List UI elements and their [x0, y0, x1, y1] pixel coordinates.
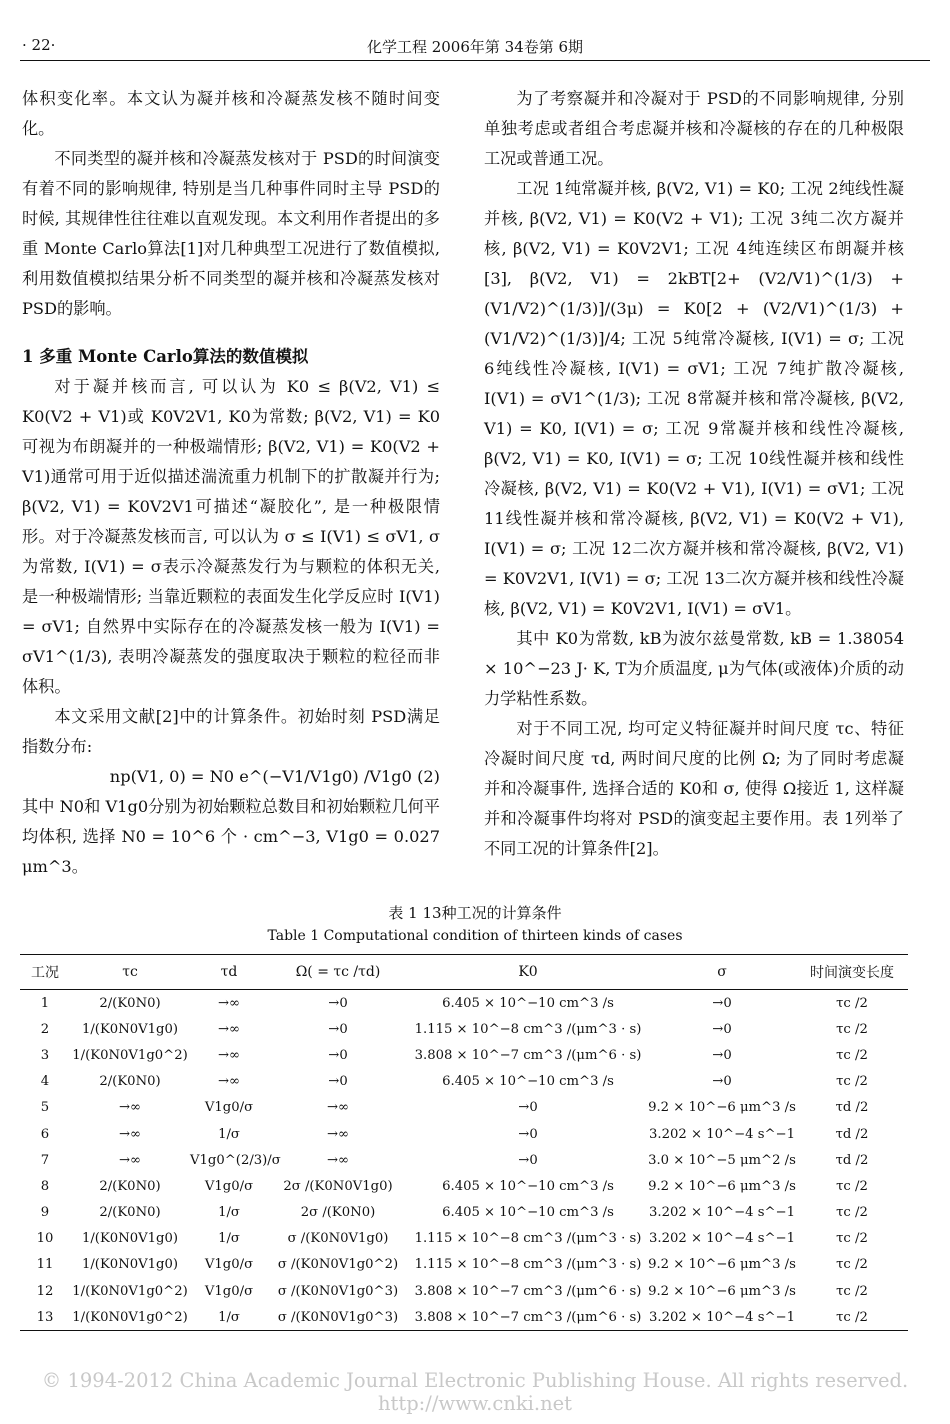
table-cell: 2/(K0N0)	[99, 1178, 161, 1194]
table-cell: 3.202 × 10^−4 s^−1	[649, 1205, 795, 1221]
table-cell: →∞	[326, 1152, 350, 1168]
table-cell: 9.2 × 10^−6 μm^3 /s	[648, 1257, 796, 1273]
table-cell: →0	[712, 995, 732, 1011]
left-paragraph-3: 对于凝并核而言, 可以认为 K0 ≤ β(V2, V1) ≤ K0(V2 + V1)或 K0V2V1, K0为常数; β(V2, V1) = K0可视为布朗凝并的一种极端情形; β(V2, V1) = K0(V2 + V1)通常可用于近似描述湍流重力机制下的扩散凝并行为; β(V2, V1) = K0V2V1可描述“凝胶化”, 是一种极限情形。对于冷凝蒸发核而言, 可以认为 σ ≤ I(V1) ≤ σV1, σ为常数, I(V1) = σ表示冷凝蒸发行为与颗粒的体积无关, 是一种极端情形; 当靠近颗粒的表面发生化学反应时 I(V1) = σV1; 自然界中实际存在的冷凝蒸发核一般为 I(V1) = σV1^(1/3), 表明冷凝蒸发的强度取决于颗粒的粒径而非体积。	[22, 377, 440, 696]
table-cell: 13	[20, 1304, 70, 1331]
table-cell: τc /2	[836, 1231, 868, 1247]
table-cell: 2/(K0N0)	[99, 1074, 161, 1090]
table-cell: τc /2	[836, 1178, 868, 1194]
table-row	[20, 1016, 908, 1042]
table-cell: V1g0/σ	[204, 1100, 254, 1116]
table-cell: τd /2	[835, 1152, 869, 1168]
table-cell: 4	[40, 1074, 50, 1090]
table-row	[20, 1147, 908, 1173]
table-cell: →0	[712, 1074, 732, 1090]
table-cell: →∞	[217, 1021, 241, 1037]
table-cell: →0	[712, 1021, 732, 1037]
table-cell: 3.0 × 10^−5 μm^2 /s	[648, 1152, 796, 1168]
left-column	[22, 84, 440, 882]
table-cell: 3	[40, 1047, 50, 1063]
table-cell: 1/(K0N0V1g0)	[81, 1021, 179, 1037]
table-cell: →0	[518, 1100, 538, 1116]
right-column	[484, 84, 904, 864]
table-cell: 9.2 × 10^−6 μm^3 /s	[648, 1283, 796, 1299]
header-omega: Ω( = τc /τd)	[268, 955, 408, 990]
page-number: · 22·	[22, 36, 56, 54]
table-row	[20, 1226, 908, 1252]
table-cell: 2σ /(K0N0)	[300, 1205, 376, 1221]
header-case: 工况	[20, 955, 70, 990]
left-paragraph-5: 其中 N0和 V1g0分别为初始颗粒总数目和初始颗粒几何平均体积, 选择 N0 = 10^6 个 · cm^−3, V1g0 = 0.027 μm^3。	[22, 797, 440, 876]
table-cell: 11	[36, 1257, 54, 1273]
table-cell: 9	[40, 1205, 50, 1221]
table-cell: 6.405 × 10^−10 cm^3 /s	[442, 1205, 614, 1221]
table-row	[20, 1173, 908, 1199]
table-cell: →∞	[217, 1074, 241, 1090]
table-cell: V1g0/σ	[204, 1283, 254, 1299]
table-row	[20, 1042, 908, 1068]
table-cell: τc /2	[836, 1283, 868, 1299]
table-cell: 9.2 × 10^−6 μm^3 /s	[648, 1178, 796, 1194]
table-cell: τd /2	[835, 1100, 869, 1116]
header-rule	[20, 60, 930, 61]
table-cell: 3.202 × 10^−4 s^−1	[648, 1304, 796, 1331]
table-cell: τc /2	[836, 1257, 868, 1273]
header-k0: K0	[408, 955, 648, 990]
right-paragraph-3: 其中 K0为常数, kB为波尔兹曼常数, kB = 1.38054 × 10^−23 J· K, T为介质温度, μ为气体(或液体)介质的动力学粘性系数。	[484, 629, 904, 708]
table-cell: 9.2 × 10^−6 μm^3 /s	[648, 1100, 796, 1116]
table-cell: 2/(K0N0)	[99, 1205, 161, 1221]
table-cell: →∞	[326, 1100, 350, 1116]
right-paragraph-2: 工况 1纯常凝并核, β(V2, V1) = K0; 工况 2纯线性凝并核, β(V2, V1) = K0(V2 + V1); 工况 3纯二次方凝并核, β(V2, V1) = K0V2V1; 工况 4纯连续区布朗凝并核[3], β(V2, V1) = 2kBT[2+ (V2/V1)^(1/3) + (V1/V2)^(1/3)]/(3μ) = K0[2 + (V2/V1)^(1/3) + (V1/V2)^(1/3)]/4; 工况 5纯常冷凝核, I(V1) = σ; 工况 6纯线性冷凝核, I(V1) = σV1; 工况 7纯扩散冷凝核, I(V1) = σV1^(1/3); 工况 8常凝并核和常冷凝核, β(V2, V1) = K0, I(V1) = σ; 工况 9常凝并核和线性冷凝核, β(V2, V1) = K0, I(V1) = σ; 工况 10线性凝并核和线性冷凝核, β(V2, V1) = K0(V2 + V1), I(V1) = σV1; 工况 11线性凝并核和常冷凝核, β(V2, V1) = K0(V2 + V1), I(V1) = σ; 工况 12二次方凝并核和常冷凝核, β(V2, V1) = K0V2V1, I(V1) = σ; 工况 13二次方凝并核和线性冷凝核, β(V2, V1) = K0V2V1, I(V1) = σV1。	[484, 179, 904, 618]
table-cell: →0	[328, 995, 348, 1011]
header-sigma: σ	[648, 955, 796, 990]
table-cell: →0	[518, 1152, 538, 1168]
table-cell: 1.115 × 10^−8 cm^3 /(μm^3 · s)	[414, 1257, 642, 1273]
table-cell: →∞	[118, 1152, 142, 1168]
table-cell: →∞	[118, 1100, 142, 1116]
table-cell: σ /(K0N0V1g0^3)	[277, 1283, 399, 1299]
table-row	[20, 990, 908, 1017]
table-row	[20, 1304, 908, 1331]
table-cell: 6.405 × 10^−10 cm^3 /s	[442, 1178, 614, 1194]
header-tau-c: τc	[70, 955, 190, 990]
table-cell: 1	[40, 995, 50, 1011]
table-row	[20, 1121, 908, 1147]
copyright-footer: © 1994-2012 China Academic Journal Electronic Publishing House. All rights reserved. http://www.cnki.net	[41, 1369, 909, 1415]
table-cell: 10	[36, 1231, 54, 1247]
conditions-table	[20, 954, 908, 1331]
left-paragraph-1: 体积变化率。本文认为凝并核和冷凝蒸发核不随时间变化。	[22, 89, 440, 138]
table-cell: 1/(K0N0V1g0^2)	[72, 1047, 188, 1063]
right-paragraph-4: 对于不同工况, 均可定义特征凝并时间尺度 τc、特征冷凝时间尺度 τd, 两时间尺度的比例 Ω; 为了同时考虑凝并和冷凝事件, 选择合适的 K0和 σ, 使得 Ω接近 1, 这样凝并和冷凝事件均将对 PSD的演变起主要作用。表 1列举了不同工况的计算条件[2]。	[484, 719, 904, 858]
equation-2: np(V1, 0) = N0 e^(−V1/V1g0) /V1g0 (2)	[109, 767, 440, 786]
table-cell: 8	[40, 1178, 50, 1194]
header-time-length: 时间演变长度	[796, 955, 908, 990]
table-cell: 1/σ	[218, 1126, 240, 1142]
table-cell: 2/(K0N0)	[99, 995, 161, 1011]
table-cell: 1.115 × 10^−8 cm^3 /(μm^3 · s)	[414, 1231, 642, 1247]
table-cell: σ /(K0N0V1g0)	[287, 1231, 389, 1247]
left-paragraph-4: 本文采用文献[2]中的计算条件。初始时刻 PSD满足指数分布:	[22, 707, 440, 756]
table-cell: →∞	[217, 995, 241, 1011]
right-paragraph-1: 为了考察凝并和冷凝对于 PSD的不同影响规律, 分别单独考虑或者组合考虑凝并核和冷凝核的存在的几种极限工况或普通工况。	[484, 89, 904, 168]
table-cell: 1.115 × 10^−8 cm^3 /(μm^3 · s)	[414, 1021, 642, 1037]
table-cell: 1/(K0N0V1g0)	[81, 1231, 179, 1247]
table-cell: 1/σ	[190, 1304, 268, 1331]
table-cell: 3.202 × 10^−4 s^−1	[649, 1126, 795, 1142]
table-cell: 1/(K0N0V1g0)	[81, 1257, 179, 1273]
table-cell: 6.405 × 10^−10 cm^3 /s	[442, 995, 614, 1011]
table-row	[20, 1069, 908, 1095]
table-cell: 7	[40, 1152, 50, 1168]
table-cell: V1g0/σ	[204, 1178, 254, 1194]
table-caption-cn: 表 1 13种工况的计算条件	[388, 904, 562, 922]
table-cell: σ /(K0N0V1g0^2)	[277, 1257, 399, 1273]
table-cell: 3.808 × 10^−7 cm^3 /(μm^6 · s)	[414, 1283, 642, 1299]
table-cell: τc /2	[836, 1021, 868, 1037]
table-cell: →0	[328, 1074, 348, 1090]
table-row	[20, 1095, 908, 1121]
table-cell: τc /2	[836, 1047, 868, 1063]
table-cell: 1/(K0N0V1g0^2)	[70, 1304, 190, 1331]
table-cell: 2	[40, 1021, 50, 1037]
table-cell: →∞	[326, 1126, 350, 1142]
table-header-row	[20, 955, 908, 990]
table-cell: →0	[328, 1047, 348, 1063]
table-cell: →0	[518, 1126, 538, 1142]
left-paragraph-2: 不同类型的凝并核和冷凝蒸发核对于 PSD的时间演变有着不同的影响规律, 特别是当几种事件同时主导 PSD的时候, 其规律性往往难以直观发现。本文利用作者提出的多重 Monte Carlo算法[1]对几种典型工况进行了数值模拟, 利用数值模拟结果分析不同类型的凝并核和冷凝蒸发核对 PSD的影响。	[22, 149, 440, 318]
journal-info: 化学工程 2006年第 34卷第 6期	[366, 38, 584, 56]
table-cell: 3.808 × 10^−7 cm^3 /(μm^6 · s)	[408, 1304, 648, 1331]
section-heading: 1 多重 Monte Carlo算法的数值模拟	[22, 347, 309, 366]
table-cell: →∞	[118, 1126, 142, 1142]
table-cell: τc /2	[836, 1205, 868, 1221]
table-cell: 1/σ	[218, 1205, 240, 1221]
table-row	[20, 1200, 908, 1226]
table-cell: σ /(K0N0V1g0^3)	[268, 1304, 408, 1331]
table-cell: 6	[40, 1126, 50, 1142]
table-cell: τc /2	[796, 1304, 908, 1331]
table-cell: V1g0^(2/3)/σ	[190, 1152, 281, 1168]
table-cell: τc /2	[836, 1074, 868, 1090]
table-cell: 1/σ	[218, 1231, 240, 1247]
table-cell: 3.808 × 10^−7 cm^3 /(μm^6 · s)	[414, 1047, 642, 1063]
page-header	[22, 34, 928, 60]
table-cell: τc /2	[836, 995, 868, 1011]
table-row	[20, 1278, 908, 1304]
table-cell: τd /2	[835, 1126, 869, 1142]
header-tau-d: τd	[190, 955, 268, 990]
table-cell: →0	[712, 1047, 732, 1063]
table-cell: 2σ /(K0N0V1g0)	[283, 1178, 393, 1194]
table-cell: 3.202 × 10^−4 s^−1	[649, 1231, 795, 1247]
table-cell: →∞	[217, 1047, 241, 1063]
table-row	[20, 1252, 908, 1278]
table-cell: V1g0/σ	[204, 1257, 254, 1273]
table-caption-en: Table 1 Computational condition of thirteen kinds of cases	[267, 928, 683, 944]
table-cell: 1/(K0N0V1g0^2)	[72, 1283, 188, 1299]
table-cell: 6.405 × 10^−10 cm^3 /s	[442, 1074, 614, 1090]
table-cell: 5	[40, 1100, 50, 1116]
table-cell: →0	[328, 1021, 348, 1037]
table-cell: 12	[36, 1283, 54, 1299]
